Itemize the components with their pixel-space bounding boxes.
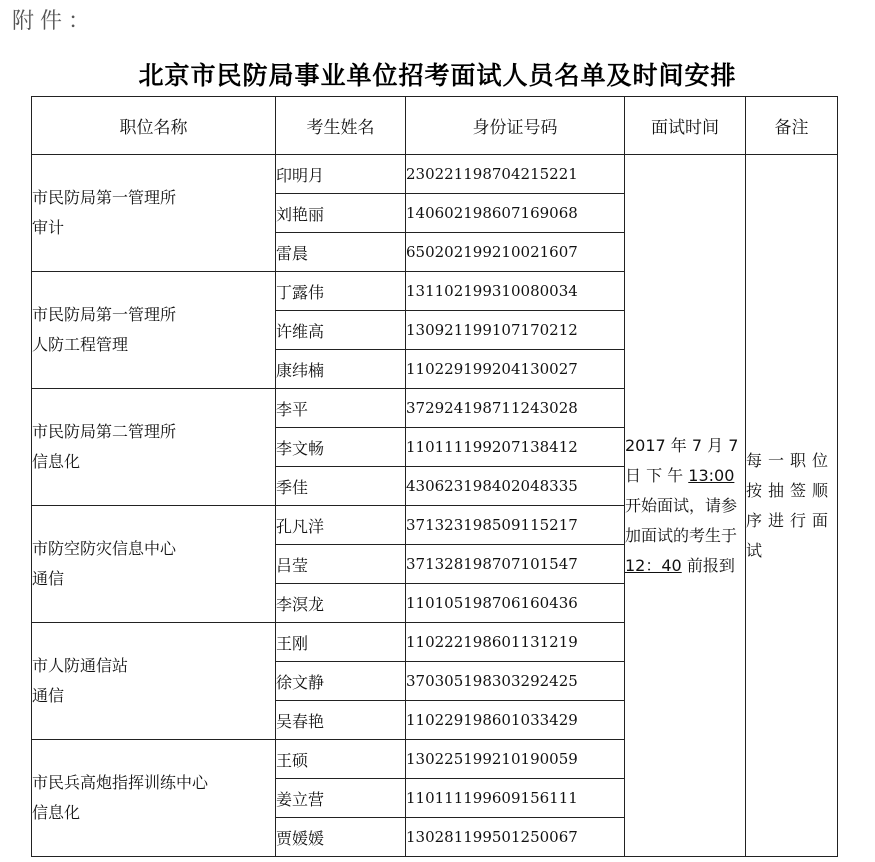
id-number: 230221198704215221: [406, 155, 625, 194]
id-number: 370305198303292425: [406, 662, 625, 701]
header-row: [32, 97, 838, 155]
position-unit: 市人防通信站: [32, 656, 129, 675]
candidate-name: 姜立营: [276, 779, 406, 818]
position-unit: 市民防局第二管理所: [32, 422, 177, 441]
id-number: 130281199501250067: [406, 818, 625, 857]
header-position: 职位名称: [32, 97, 276, 155]
candidate-name: 许维高: [276, 311, 406, 350]
id-number: 140602198607169068: [406, 194, 625, 233]
candidate-name: 康纬楠: [276, 350, 406, 389]
header-id: 身份证号码: [406, 97, 625, 155]
id-number: 130225199210190059: [406, 740, 625, 779]
position-cell: [32, 272, 276, 389]
id-number: 110229198601033429: [406, 701, 625, 740]
position-title: 审计: [32, 218, 65, 237]
id-number: 371328198707101547: [406, 545, 625, 584]
interview-time-text: 开始面试，请参加面试的考生于: [625, 495, 738, 545]
report-time: 12：40: [625, 555, 682, 575]
interview-time-text: 前报到: [681, 555, 735, 575]
position-title: 通信: [32, 569, 65, 588]
position-title: 信息化: [32, 803, 81, 822]
candidate-name: 雷晨: [276, 233, 406, 272]
id-number: 650202199210021607: [406, 233, 625, 272]
id-number: 110229199204130027: [406, 350, 625, 389]
position-unit: 市民兵高炮指挥训练中心: [32, 773, 209, 792]
candidate-name: 季佳: [276, 467, 406, 506]
candidate-name: 徐文静: [276, 662, 406, 701]
id-number: 430623198402048335: [406, 467, 625, 506]
document-title: 北京市民防局事业单位招考面试人员名单及时间安排: [138, 61, 737, 90]
candidate-name: 李平: [276, 389, 406, 428]
position-cell: [32, 740, 276, 857]
attachment-label: 附件：: [12, 9, 97, 34]
position-title: 人防工程管理: [32, 335, 129, 354]
position-cell: [32, 623, 276, 740]
candidate-name: 吴春艳: [276, 701, 406, 740]
header-time: 面试时间: [625, 97, 746, 155]
candidate-name: 王刚: [276, 623, 406, 662]
id-number: 131102199310080034: [406, 272, 625, 311]
interview-start-time: 13:00: [688, 465, 735, 485]
candidate-name: 王硕: [276, 740, 406, 779]
position-cell: [32, 506, 276, 623]
candidate-name: 李文畅: [276, 428, 406, 467]
candidate-name: 贾媛媛: [276, 818, 406, 857]
note-cell: 每一职位按抽签顺序进行面试: [746, 155, 838, 857]
position-unit: 市民防局第一管理所: [32, 188, 177, 207]
interview-schedule-table: [31, 96, 838, 857]
id-number: 110222198601131219: [406, 623, 625, 662]
table-row: [32, 155, 838, 194]
candidate-name: 吕莹: [276, 545, 406, 584]
interview-time-text: 2017 年 7 月 7 日 下 午: [625, 435, 739, 485]
id-number: 130921199107170212: [406, 311, 625, 350]
candidate-name: 印明月: [276, 155, 406, 194]
candidate-name: 刘艳丽: [276, 194, 406, 233]
id-number: 371323198509115217: [406, 506, 625, 545]
interview-time-cell: [625, 155, 746, 857]
position-cell: [32, 155, 276, 272]
position-cell: [32, 389, 276, 506]
header-note: 备注: [746, 97, 838, 155]
candidate-name: 孔凡洋: [276, 506, 406, 545]
position-title: 通信: [32, 686, 65, 705]
position-title: 信息化: [32, 452, 81, 471]
candidate-name: 李溟龙: [276, 584, 406, 623]
id-number: 110111199609156111: [406, 779, 625, 818]
candidate-name: 丁露伟: [276, 272, 406, 311]
position-unit: 市民防局第一管理所: [32, 305, 177, 324]
id-number: 110105198706160436: [406, 584, 625, 623]
id-number: 110111199207138412: [406, 428, 625, 467]
position-unit: 市防空防灾信息中心: [32, 539, 177, 558]
id-number: 372924198711243028: [406, 389, 625, 428]
header-name: 考生姓名: [276, 97, 406, 155]
